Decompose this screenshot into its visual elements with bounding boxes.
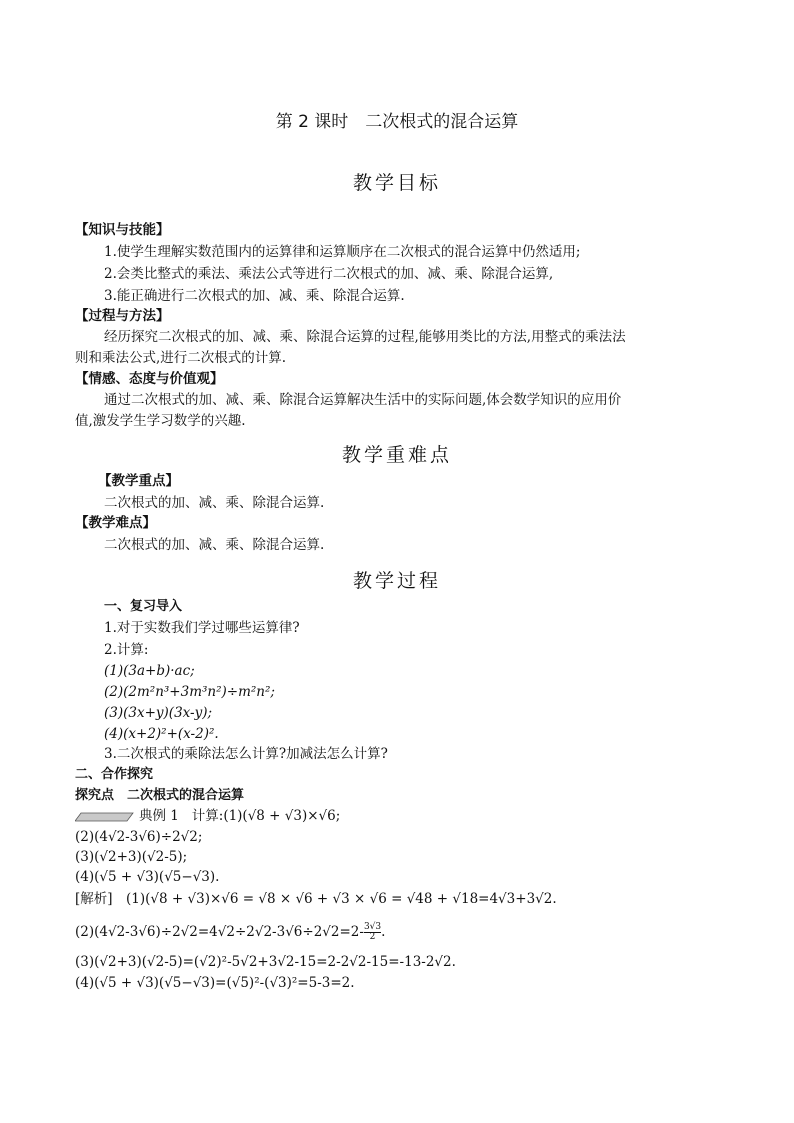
explore-heading: 二、合作探究 <box>75 767 154 782</box>
solution-line <box>75 922 385 942</box>
knowledge-item: 2.会类比整式的乘法、乘法公式等进行二次根式的加、减、乘、除混合运算, <box>104 266 554 282</box>
review-calc: (1)(3a+b)·ac; <box>104 663 195 679</box>
process-method-line: 则和乘法公式,进行二次根式的计算. <box>75 350 287 366</box>
knowledge-item: 3.能正确进行二次根式的加、减、乘、除混合运算. <box>104 288 405 304</box>
example-line: (2)(4√2-3√6)÷2√2; <box>75 829 203 845</box>
fraction <box>364 923 381 942</box>
solution-line: (4)(√5 + √3)(√5−√3)=(√5)²-(√3)²=5-3=2. <box>75 975 355 991</box>
review-question: 3.二次根式的乘除法怎么计算?加减法怎么计算? <box>104 746 388 762</box>
example-text: 计算:(1)(√8 + √3)×√6; <box>191 808 341 824</box>
key-heading: 【教学重点】 <box>98 473 179 489</box>
review-calc: (2)(2m²n³+3m³n²)÷m²n²; <box>104 684 275 700</box>
example-line <box>75 806 340 826</box>
solution-line: [解析] (1)(√8 + √3)×√6 = √8 × √6 + √3 × √6 = √48 + √18=4√3+3√2. <box>75 891 557 907</box>
example-line: (3)(√2+3)(√2-5); <box>75 849 188 865</box>
review-calc: (4)(x+2)²+(x-2)². <box>104 726 219 742</box>
review-question: 1.对于实数我们学过哪些运算律? <box>104 620 300 636</box>
example-label: 典例 1 <box>139 808 179 824</box>
attitude-line: 值,激发学生学习数学的兴趣. <box>75 413 246 429</box>
attitude-line: 通过二次根式的加、减、乘、除混合运算解决生活中的实际问题,体会数学知识的应用价 <box>104 392 622 408</box>
solution-text: (2)(4√2-3√6)÷2√2=4√2÷2√2-3√6÷2√2=2- <box>75 924 364 940</box>
key-text: 二次根式的加、减、乘、除混合运算. <box>104 495 325 511</box>
section-key-points: 教学重难点 <box>341 444 452 466</box>
review-calc: (3)(3x+y)(3x-y); <box>104 705 213 721</box>
solution-line: (3)(√2+3)(√2-5)=(√2)²-5√2+3√2-15=2-2√2-15=-13-2√2. <box>75 954 456 970</box>
difficult-heading: 【教学难点】 <box>75 515 156 531</box>
knowledge-item: 1.使学生理解实数范围内的运算律和运算顺序在二次根式的混合运算中仍然适用; <box>104 244 581 260</box>
page-title: 第 2 课时 二次根式的混合运算 <box>275 112 519 132</box>
section-process: 教学过程 <box>352 570 441 592</box>
fraction-numerator: 3√3 <box>363 922 382 932</box>
section-goals: 教学目标 <box>352 172 441 194</box>
fraction-denominator: 2 <box>369 932 376 942</box>
example-line: (4)(√5 + √3)(√5−√3). <box>75 869 220 885</box>
knowledge-heading: 【知识与技能】 <box>75 222 170 238</box>
example-tag-icon <box>75 811 135 823</box>
explore-point: 探究点 二次根式的混合运算 <box>75 788 245 803</box>
process-method-heading: 【过程与方法】 <box>75 308 170 324</box>
attitude-heading: 【情感、态度与价值观】 <box>75 371 224 387</box>
process-method-line: 经历探究二次根式的加、减、乘、除混合运算的过程,能够用类比的方法,用整式的乘法法 <box>104 329 626 345</box>
review-heading: 一、复习导入 <box>104 599 183 614</box>
review-question: 2.计算: <box>104 642 149 658</box>
difficult-text: 二次根式的加、减、乘、除混合运算. <box>104 537 325 553</box>
solution-tail: . <box>381 924 386 940</box>
